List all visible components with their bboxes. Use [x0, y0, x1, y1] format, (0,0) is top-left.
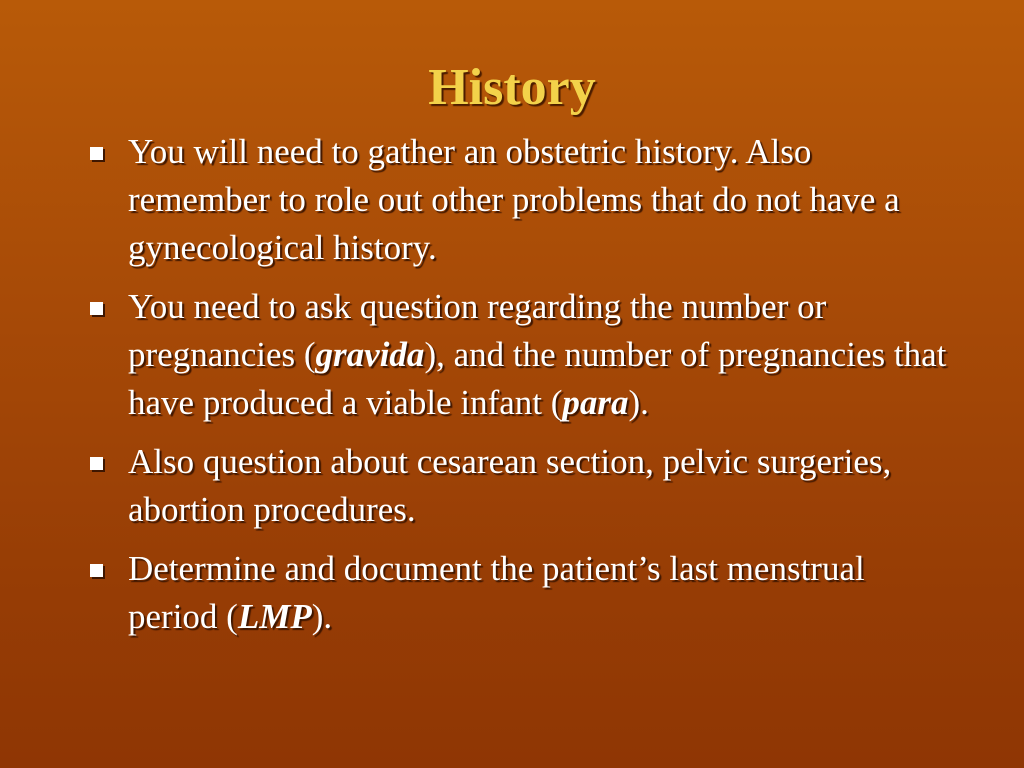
- bullet-text: You will need to gather an obstetric history. Also remember to role out other problems that do not have a gynecological history.: [128, 132, 900, 267]
- bullet-item: [88, 128, 948, 272]
- bullet-item: [88, 283, 948, 427]
- bullet-text: ).: [311, 597, 333, 636]
- bullet-text: Also question about cesarean section, pelvic surgeries, abortion procedures.: [128, 442, 892, 529]
- square-bullet-icon: [90, 302, 103, 315]
- bullet-text: ), and the number of pregnancies that have produced a viable infant (: [128, 335, 947, 422]
- slide-title: History: [428, 59, 596, 116]
- square-bullet-icon: [90, 457, 103, 470]
- bullet-text: Determine and document the patient’s last menstrual period (: [128, 549, 865, 636]
- square-bullet-icon: [90, 564, 103, 577]
- term-para: para: [562, 383, 629, 422]
- bullet-item: [88, 438, 948, 534]
- bullet-list: [88, 128, 948, 652]
- term-lmp: LMP: [237, 597, 312, 636]
- term-gravida: gravida: [315, 335, 425, 374]
- bullet-text: ).: [628, 383, 649, 422]
- bullet-text: You need to ask question regarding the number or pregnancies (: [128, 287, 827, 374]
- square-bullet-icon: [90, 147, 103, 160]
- bullet-item: [88, 545, 948, 641]
